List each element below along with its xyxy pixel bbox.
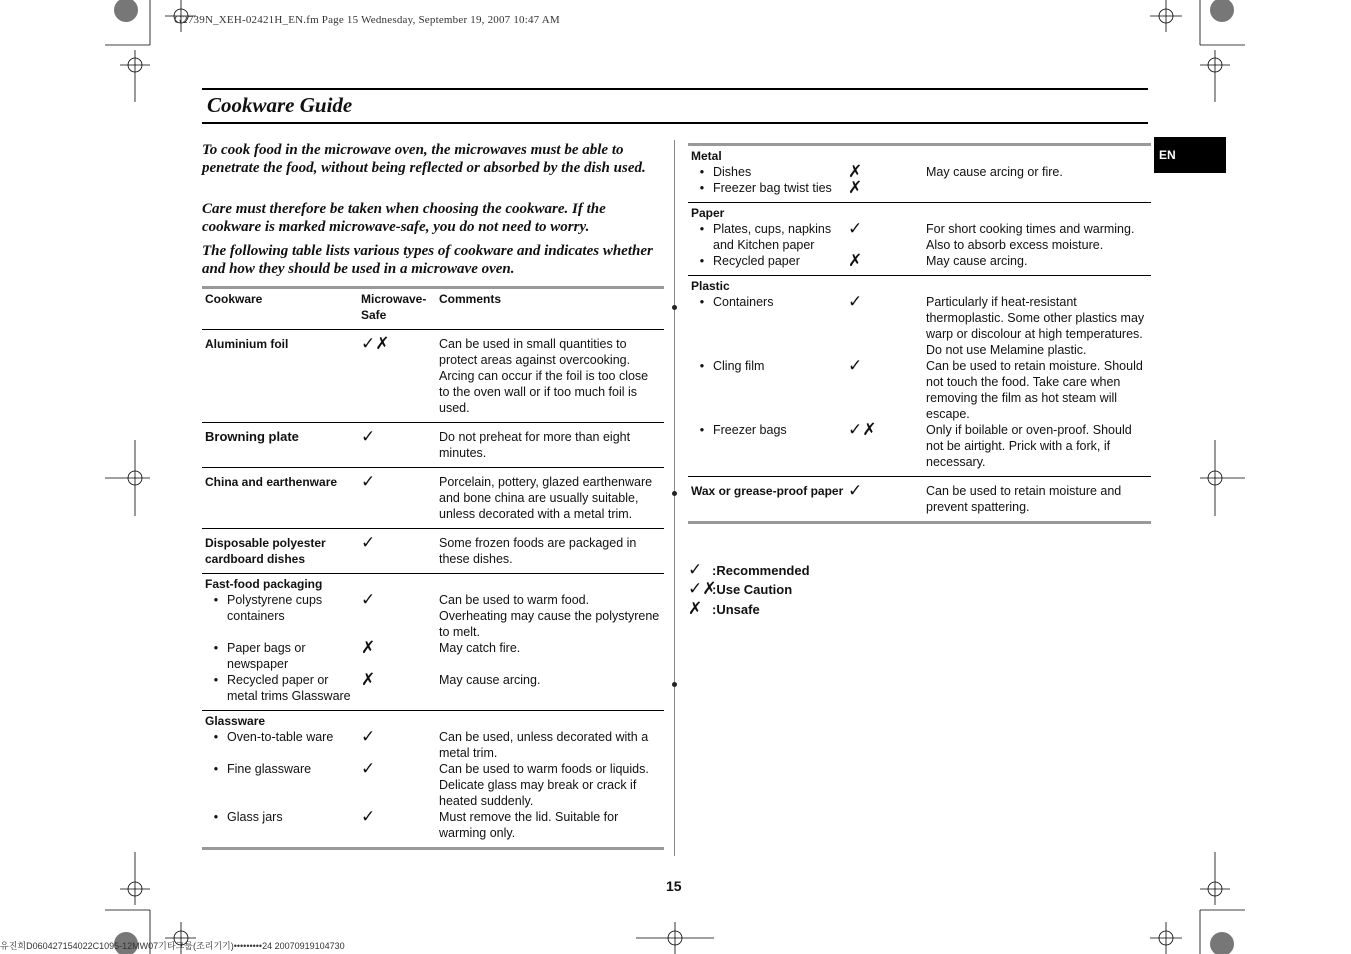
bullet-dot: [672, 491, 677, 496]
cookware-table-left-body: [202, 288, 664, 849]
check-icon: ✓: [361, 727, 376, 747]
cookware-item-name: Recycled paper or metal trims Glassware: [227, 673, 351, 703]
cookware-item: [202, 640, 361, 672]
table-row: [202, 468, 664, 529]
check-icon: ✓: [361, 759, 376, 779]
cookware-item: [202, 809, 361, 831]
cookware-item: [688, 294, 848, 310]
legend-recommended: [688, 560, 810, 580]
column-divider: [674, 140, 675, 856]
table-row: [688, 358, 1151, 422]
comment-text: May cause arcing.: [439, 673, 541, 687]
bullet-icon: •: [213, 673, 219, 687]
header-cookware: Cookware: [205, 292, 263, 306]
cross-icon: ✗: [848, 162, 863, 182]
table-row: [688, 164, 1151, 180]
table-row: [688, 253, 1151, 276]
header-microwave-safe: Microwave-Safe: [361, 292, 427, 322]
table-row: [688, 422, 1151, 477]
cookware-name: China and earthenware: [205, 475, 338, 489]
table-row: [202, 672, 664, 711]
cookware-group-name: Glassware: [205, 714, 266, 728]
table-row: [202, 529, 664, 574]
legend-label: :Unsafe: [712, 602, 760, 617]
bullet-icon: •: [699, 254, 705, 268]
check-icon: ✓: [361, 533, 376, 553]
table-row: [202, 330, 664, 423]
check-icon: ✓: [688, 560, 703, 580]
cookware-item: [688, 253, 848, 275]
cookware-item-name: Freezer bag twist ties: [713, 181, 832, 195]
check-icon: ✓: [361, 807, 376, 827]
legend-label: :Use Caution: [712, 582, 793, 597]
bullet-icon: •: [213, 810, 219, 824]
intro-paragraph-3: The following table lists various types of cookware and indicates whether and how they should be used in a microwave oven.: [202, 243, 653, 277]
bullet-icon: •: [213, 762, 219, 776]
cookware-table-right-body: [688, 145, 1151, 523]
table-group-header: [202, 711, 664, 730]
comment-text: Can be used to retain moisture and prevent spattering.: [926, 484, 1122, 514]
cookware-item-name: Cling film: [713, 359, 765, 373]
comment-text: Only if boilable or oven-proof. Should not be airtight. Prick with a fork, if necessary.: [926, 423, 1132, 469]
table-header-row: [202, 288, 664, 330]
legend-use-caution: [688, 579, 792, 599]
file-header-line: G2739N_XEH-02421H_EN.fm Page 15 Wednesday, September 19, 2007 10:47 AM: [174, 14, 560, 26]
table-group-header: [688, 276, 1151, 295]
table-group-header: [202, 574, 664, 593]
check-icon: ✓: [361, 472, 376, 492]
cookware-item-name: Freezer bags: [713, 423, 787, 437]
table-row: [688, 221, 1151, 253]
comment-text: Do not preheat for more than eight minutes.: [439, 430, 631, 460]
bullet-icon: •: [213, 641, 219, 655]
comment-text: May cause arcing or fire.: [926, 165, 1063, 179]
table-row: [688, 477, 1151, 523]
cookware-group-name: Fast-food packaging: [205, 577, 323, 591]
table-row: [202, 761, 664, 809]
file-footer-line: 유진희D060427154022C1095-12MW07기타그룹(조리기기)•••••••••24 20070919104730: [0, 941, 345, 951]
cookware-item-name: Containers: [713, 295, 774, 309]
check-icon: ✓: [361, 427, 376, 447]
cookware-name: Disposable polyester cardboard dishes: [205, 536, 326, 566]
bullet-icon: •: [213, 593, 219, 607]
check-cross-icon: ✓✗: [361, 334, 390, 354]
cookware-item: [688, 221, 848, 253]
page-title: Cookware Guide: [207, 93, 353, 117]
table-row: [202, 592, 664, 640]
table-row: [688, 180, 1151, 203]
cookware-group-name: Plastic: [691, 279, 730, 293]
cross-icon: ✗: [361, 670, 376, 690]
cookware-item: [202, 729, 361, 745]
cookware-item-name: Fine glassware: [227, 762, 312, 776]
cookware-item-name: Plates, cups, napkins and Kitchen paper: [713, 222, 832, 252]
comment-text: Can be used to warm food. Overheating may cause the polystyrene to melt.: [439, 593, 660, 639]
bullet-icon: •: [699, 423, 705, 437]
language-tab: [1154, 137, 1226, 173]
check-icon: ✓: [848, 292, 863, 312]
cookware-item: [202, 672, 361, 710]
check-icon: ✓: [848, 219, 863, 239]
bullet-icon: •: [699, 181, 705, 195]
bullet-icon: •: [699, 295, 705, 309]
cookware-item: [202, 761, 361, 777]
legend-unsafe: [688, 599, 760, 619]
cookware-table-left: [202, 286, 664, 850]
cookware-name: Browning plate: [205, 429, 299, 444]
cookware-item: [688, 180, 848, 202]
cross-icon: ✗: [848, 178, 863, 198]
bullet-icon: •: [699, 359, 705, 373]
comment-text: Porcelain, pottery, glazed earthenware and bone china are usually suitable, unless decorated with a metal trim.: [439, 475, 653, 521]
check-icon: ✓: [361, 590, 376, 610]
cookware-item: [688, 358, 848, 374]
comment-text: Particularly if heat-resistant thermoplastic. Some other plastics may warp or discolour at high temperatures. Do not use Melamine plastic.: [926, 295, 1145, 357]
comment-text: May cause arcing.: [926, 254, 1028, 268]
language-tab-label: EN: [1159, 148, 1176, 162]
cookware-item-name: Dishes: [713, 165, 752, 179]
header-comments: Comments: [439, 292, 502, 306]
cross-icon: ✗: [688, 599, 703, 619]
cookware-item-name: Paper bags or newspaper: [227, 641, 306, 671]
comment-text: May catch fire.: [439, 641, 521, 655]
bullet-icon: •: [699, 222, 705, 236]
cross-icon: ✗: [848, 251, 863, 271]
comment-text: Can be used to warm foods or liquids. Delicate glass may break or crack if heated suddenly.: [439, 762, 649, 808]
comment-text: For short cooking times and warming. Also to absorb excess moisture.: [926, 222, 1135, 252]
cookware-group-name: Metal: [691, 149, 722, 163]
intro-paragraph-2: Care must therefore be taken when choosing the cookware. If the cookware is marked microwave-safe, you do not need to worry.: [202, 201, 606, 235]
comment-text: Can be used to retain moisture. Should not touch the food. Take care when removing the film as hot steam will escape.: [926, 359, 1143, 421]
table-group-header: [688, 145, 1151, 165]
table-group-header: [688, 203, 1151, 222]
check-icon: ✓: [848, 356, 863, 376]
cookware-group-name: Paper: [691, 206, 725, 220]
bullet-dot: [672, 305, 677, 310]
cross-icon: ✗: [361, 638, 376, 658]
page-number: 15: [666, 878, 682, 894]
cookware-item-name: Oven-to-table ware: [227, 730, 334, 744]
comment-text: [926, 180, 1151, 203]
check-icon: ✓: [848, 481, 863, 501]
cookware-name: Wax or grease-proof paper: [691, 484, 844, 498]
table-row: [202, 809, 664, 849]
table-row: [688, 294, 1151, 358]
title-bar: [202, 88, 1148, 124]
cookware-item: [688, 164, 848, 180]
bullet-icon: •: [213, 730, 219, 744]
bullet-icon: •: [699, 165, 705, 179]
bullet-dot: [672, 682, 677, 687]
comment-text: Some frozen foods are packaged in these dishes.: [439, 536, 637, 566]
cookware-item: [202, 592, 361, 624]
intro-paragraph-1: To cook food in the microwave oven, the microwaves must be able to penetrate the food, without being reflected or absorbed by the dish used.: [202, 142, 646, 176]
comment-text: Must remove the lid. Suitable for warming only.: [439, 810, 619, 840]
table-row: [202, 640, 664, 672]
cookware-item-name: Recycled paper: [713, 254, 800, 268]
cookware-item-name: Glass jars: [227, 810, 283, 824]
table-row: [202, 423, 664, 468]
cookware-item-name: Polystyrene cups containers: [227, 593, 323, 623]
check-cross-icon: ✓✗: [848, 420, 877, 440]
table-row: [202, 729, 664, 761]
check-cross-icon: ✓✗: [688, 579, 717, 599]
comment-text: Can be used in small quantities to protect areas against overcooking. Arcing can occur if the foil is too close to the oven wall or if too much foil is used.: [439, 337, 649, 415]
comment-text: Can be used, unless decorated with a metal trim.: [439, 730, 649, 760]
legend-label: :Recommended: [712, 563, 810, 578]
cookware-table-right: [688, 143, 1151, 524]
cookware-name: Aluminium foil: [205, 337, 289, 351]
cookware-item: [688, 422, 848, 444]
